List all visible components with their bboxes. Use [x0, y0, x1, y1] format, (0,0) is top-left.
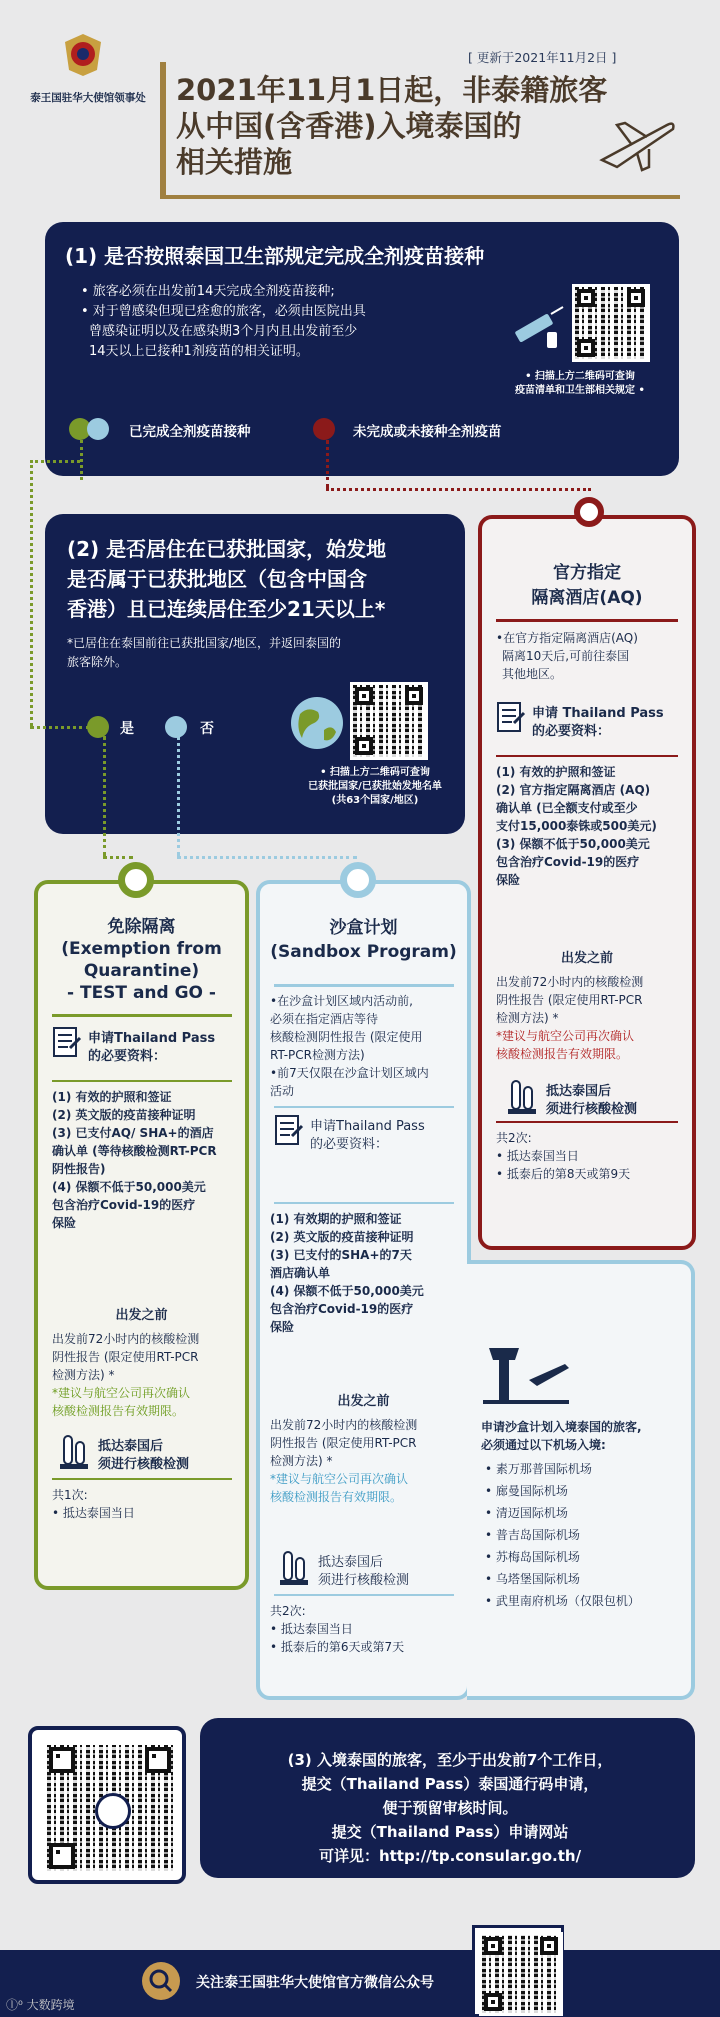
title-line: (Exemption from: [61, 939, 222, 959]
doc-item: (3) 已支付的SHA+的7天: [270, 1248, 412, 1262]
title-line: 官方指定: [553, 563, 621, 583]
section2-qr-note: [285, 766, 465, 808]
thailand-pass-qr-code: [44, 1742, 176, 1874]
test-time: • 抵泰后的第6天或第7天: [270, 1640, 405, 1654]
sandbox-times: [270, 1602, 466, 1656]
before-line: 出发前72小时内的核酸检测: [496, 975, 644, 989]
title-line-1: 2021年11月1日起，非泰籍旅客: [176, 73, 608, 107]
sandbox-title: [260, 916, 467, 964]
vaccine-qr-code: [572, 284, 650, 362]
doc-item: 酒店确认单: [270, 1266, 331, 1280]
connector-no-down-h: [177, 856, 357, 859]
test-tube-icon: [278, 1550, 310, 1586]
airports-panel: [467, 1260, 695, 1700]
thailand-pass-qr-frame: [28, 1726, 186, 1884]
test-label-line: 须进行核酸检测: [546, 1102, 638, 1117]
exempt-before-title: 出发之前: [115, 1308, 168, 1323]
test-time: • 抵达泰国当日: [496, 1149, 579, 1163]
qr-note-line: 已获批国家/已获批始发地名单: [308, 781, 442, 792]
exempt-docs-title: [88, 1030, 215, 1066]
document-icon: [52, 1026, 82, 1060]
aq-card: [478, 515, 696, 1250]
title-line: 免除隔离: [107, 917, 176, 937]
doc-item: (4) 保额不低于50,000美元: [52, 1180, 206, 1194]
sandbox-test-divider: [274, 1594, 454, 1596]
docs-title-line: 申请 Thailand Pass: [532, 706, 664, 721]
exempt-before: [52, 1330, 247, 1420]
docs-title-line: 的必要资料：: [532, 724, 611, 739]
exempt-green-marker: [118, 862, 154, 898]
doc-item: (3) 保额不低于50,000美元: [496, 837, 650, 851]
sandbox-before-title: 出发之前: [337, 1394, 390, 1409]
doc-item: 阴性报告): [52, 1162, 106, 1176]
section3-card: [200, 1718, 695, 1878]
airport-item: • 苏梅岛国际机场: [485, 1550, 580, 1564]
doc-item: (4) 保额不低于50,000美元: [270, 1284, 424, 1298]
test-tube-icon: [58, 1434, 90, 1470]
thailand-pass-url[interactable]: 可详见：http://tp.consular.go.th/: [318, 1847, 582, 1865]
embassy-name: 泰王国驻华大使馆领事处: [30, 92, 146, 104]
section2-card: [45, 514, 465, 834]
section3-line: (3) 入境泰国的旅客，至少于出发前7个工作日，: [287, 1751, 613, 1769]
bullet-line: • 对于曾感染但现已痊愈的旅客，必须由医院出具: [81, 304, 366, 319]
doc-item: (1) 有效的护照和签证: [496, 765, 616, 779]
test-label-line: 须进行核酸检测: [98, 1457, 190, 1472]
connector-green: [80, 440, 83, 480]
connector-red: [326, 440, 329, 488]
aq-intro: [496, 629, 686, 683]
doc-item: 包含治疗Covid-19的医疗: [270, 1302, 414, 1316]
intro-line: 活动: [270, 1084, 295, 1098]
before-line: 出发前72小时内的核酸检测: [52, 1332, 200, 1346]
qr-note-line: • 扫描上方二维码可查询: [525, 371, 635, 382]
title-line: 沙盒计划: [329, 918, 398, 938]
aq-times: [496, 1129, 691, 1183]
airport-tower-icon: [481, 1338, 571, 1408]
aq-docs-divider: [496, 755, 678, 757]
before-line: 阴性报告 (限定使用RT-PCR: [270, 1436, 417, 1450]
doc-item: 保险: [52, 1216, 77, 1230]
before-line: 检测方法) *: [496, 1011, 559, 1025]
embassy-emblem-icon: [63, 32, 103, 78]
search-icon[interactable]: [142, 1962, 180, 2000]
sandbox-blue-marker: [340, 862, 376, 898]
doc-item: 包含治疗Covid-19的医疗: [496, 855, 640, 869]
intro-line: •在沙盒计划区域内活动前,: [270, 994, 413, 1008]
title-line: - TEST and GO -: [67, 983, 216, 1003]
sandbox-test-label: [318, 1554, 409, 1590]
warning-line: *建议与航空公司再次确认: [52, 1386, 191, 1400]
doc-item: (1) 有效期的护照和签证: [270, 1212, 402, 1226]
airport-name: 乌塔堡国际机场: [495, 1572, 580, 1586]
intro-line: 其他地区。: [502, 667, 563, 681]
before-line: 检测方法) *: [270, 1454, 333, 1468]
airport-name: 清迈国际机场: [495, 1506, 568, 1520]
connector-yes-down: [103, 736, 106, 856]
sandbox-docs-divider: [274, 1202, 454, 1204]
intro-line: RT-PCR检测方法): [270, 1048, 365, 1062]
watermark: [6, 1996, 75, 2013]
airport-item: • 廊曼国际机场: [485, 1484, 568, 1498]
qr-note-line: • 扫描上方二维码可查询: [320, 767, 430, 778]
title-line-2: 从中国(含香港)入境泰国的: [176, 109, 522, 143]
test-label-line: 抵达泰国后: [546, 1084, 612, 1099]
title-line: 香港）且已连续居住至少21天以上*: [67, 597, 386, 621]
section1-qr-note: [495, 370, 665, 398]
doc-item: 包含治疗Covid-19的医疗: [52, 1198, 196, 1212]
doc-item: (3) 已支付AQ/ SHA+的酒店: [52, 1126, 214, 1140]
title-line: Quarantine): [83, 961, 200, 981]
test-count: 共2次:: [270, 1604, 306, 1618]
title-line: (Sandbox Program): [270, 942, 457, 962]
doc-item: 支付15,000泰铢或500美元): [496, 819, 657, 833]
document-icon: [274, 1114, 304, 1148]
airport-name: 普吉岛国际机场: [495, 1528, 580, 1542]
sandbox-title-underline: [274, 984, 454, 987]
option-no-red-dot: [313, 418, 335, 440]
note-line: 旅客除外。: [67, 655, 128, 669]
docs-title-line: 的必要资料：: [310, 1137, 389, 1152]
title-line-3: 相关措施: [176, 145, 293, 179]
intro-line: 必须在指定酒店等待: [270, 1012, 379, 1026]
before-line: 阴性报告 (限定使用RT-PCR: [496, 993, 643, 1007]
intro-line: 核酸检测阴性报告 (限定使用: [270, 1030, 423, 1044]
aq-before-title: 出发之前: [560, 951, 613, 966]
docs-title-line: 的必要资料：: [88, 1049, 167, 1064]
footer-bar: [0, 1950, 720, 2017]
section3-line: 便于预留审核时间。: [382, 1799, 518, 1817]
section1-title: (1) 是否按照泰国卫生部规定完成全剂疫苗接种: [65, 244, 485, 268]
wechat-follow-text: 关注泰王国驻华大使馆官方微信公众号: [196, 1975, 434, 1991]
warning-line: 核酸检测报告有效期限。: [496, 1047, 629, 1061]
test-time: • 抵达泰国当日: [270, 1622, 353, 1636]
airport-item: • 素万那普国际机场: [485, 1462, 592, 1476]
syringe-icon: [507, 302, 567, 352]
aq-test-label: [546, 1083, 637, 1119]
docs-title-line: 申请Thailand Pass: [88, 1031, 216, 1046]
exempt-test-divider: [52, 1478, 232, 1480]
doc-item: 保险: [270, 1320, 295, 1334]
bullet-line: 曾感染证明以及在感染期3个月内且出发前至少: [89, 324, 358, 339]
airport-item: • 乌塔堡国际机场: [485, 1572, 580, 1586]
intro-line: •在官方指定隔离酒店(AQ): [496, 631, 638, 645]
connector-no-down: [177, 736, 180, 856]
test-tube-icon: [506, 1079, 538, 1115]
airport-item: • 武里南府机场（仅限包机）: [485, 1594, 640, 1608]
airport-list: [485, 1460, 695, 1610]
airport-item: • 清迈国际机场: [485, 1506, 568, 1520]
bullet-line: 14天以上已接种1剂疫苗的相关证明。: [89, 344, 309, 359]
aq-docs: [496, 763, 686, 889]
test-count: 共2次:: [496, 1131, 532, 1145]
title-line: 隔离酒店(AQ): [531, 588, 643, 608]
airport-name: 廊曼国际机场: [495, 1484, 568, 1498]
section1-card: [45, 222, 679, 476]
doc-item: (2) 英文版的疫苗接种证明: [52, 1108, 196, 1122]
option-no-label: 未完成或未接种全剂疫苗: [353, 424, 502, 440]
globe-icon: [288, 694, 346, 752]
doc-item: 确认单 (等待核酸检测RT-PCR: [52, 1144, 217, 1158]
exempt-test-label: [98, 1438, 189, 1474]
connector-yes: [30, 726, 90, 729]
updated-date: [ 更新于2021年11月2日 ]: [468, 50, 617, 65]
test-count: 共1次:: [52, 1488, 88, 1502]
warning-line: 核酸检测报告有效期限。: [52, 1404, 185, 1418]
header: [0, 0, 720, 210]
title-line: (2) 是否居住在已获批国家，始发地: [67, 537, 387, 561]
section2-title: [67, 534, 386, 624]
note-line: *已居住在泰国前往已获批国家/地区，并返回泰国的: [67, 636, 342, 650]
section3-line: 提交（Thailand Pass）申请网站: [331, 1823, 569, 1841]
section3-line: 提交（Thailand Pass）泰国通行码申请，: [301, 1775, 599, 1793]
exempt-times: [52, 1486, 242, 1522]
aq-title-underline: [496, 619, 678, 622]
test-time: • 抵达泰国当日: [52, 1506, 135, 1520]
section3-text: [220, 1748, 680, 1868]
yes-label: 是: [120, 721, 134, 737]
before-line: 出发前72小时内的核酸检测: [270, 1418, 418, 1432]
thai-emblem-icon: [95, 1793, 131, 1829]
option-yes-label: 已完成全剂疫苗接种: [129, 424, 251, 440]
approved-countries-qr-code: [350, 682, 428, 760]
test-time: • 抵泰后的第8天或第9天: [496, 1167, 631, 1181]
docs-title-line: 申请Thailand Pass: [310, 1119, 425, 1134]
test-label-line: 抵达泰国后: [98, 1439, 164, 1454]
aq-test-divider: [496, 1121, 678, 1123]
intro-line: 隔离10天后,可前往泰国: [502, 649, 630, 663]
sandbox-intro-divider: [274, 1106, 454, 1108]
watermark-icon: ⓛ⁰: [6, 1998, 27, 2012]
watermark-text: 大数跨境: [26, 1998, 75, 2012]
aq-docs-title: [532, 705, 664, 741]
connector-red-h: [326, 488, 591, 491]
test-label-line: 抵达泰国后: [318, 1555, 384, 1570]
before-line: 阴性报告 (限定使用RT-PCR: [52, 1350, 199, 1364]
airports-intro-line: 必须通过以下机场入境:: [481, 1438, 606, 1452]
airport-item: • 普吉岛国际机场: [485, 1528, 580, 1542]
doc-item: (2) 英文版的疫苗接种证明: [270, 1230, 414, 1244]
exempt-docs-divider: [52, 1080, 232, 1082]
title-bracket: [160, 62, 166, 197]
doc-item: 保险: [496, 873, 521, 887]
test-label-line: 须进行核酸检测: [318, 1573, 410, 1588]
intro-line: •前7天仅限在沙盒计划区域内: [270, 1066, 429, 1080]
warning-line: 核酸检测报告有效期限。: [270, 1490, 403, 1504]
airports-intro: [481, 1418, 691, 1454]
airport-name: 武里南府机场（仅限包机）: [495, 1594, 640, 1608]
document-icon: [496, 701, 526, 735]
exempt-title: [38, 916, 245, 1004]
connector-yes-v: [30, 460, 33, 726]
page-title: [176, 72, 646, 180]
sandbox-intro: [270, 992, 466, 1100]
qr-note-line: (共63个国家/地区): [331, 795, 419, 806]
title-bracket-bottom: [160, 195, 680, 199]
no-label: 否: [200, 721, 214, 737]
warning-line: *建议与航空公司再次确认: [270, 1472, 409, 1486]
airports-intro-line: 申请沙盒计划入境泰国的旅客,: [481, 1420, 642, 1434]
bullet-line: • 旅客必须在出发前14天完成全剂疫苗接种;: [81, 284, 335, 299]
warning-line: *建议与航空公司再次确认: [496, 1029, 635, 1043]
connector-yes-top: [30, 460, 80, 463]
no-blue-dot: [165, 716, 187, 738]
connector-yes-down-h: [103, 856, 133, 859]
section2-note: [67, 634, 341, 672]
option-yes-blue-dot: [87, 418, 109, 440]
airport-name: 素万那普国际机场: [495, 1462, 592, 1476]
exempt-docs: [52, 1088, 242, 1232]
sandbox-before: [270, 1416, 466, 1506]
wechat-qr-frame: [472, 1925, 564, 2017]
sandbox-docs: [270, 1210, 466, 1336]
sandbox-card: [256, 880, 471, 1700]
title-line: 是否属于已获批地区（包含中国含: [67, 567, 367, 591]
section1-bullets: [81, 282, 366, 362]
doc-item: (1) 有效的护照和签证: [52, 1090, 172, 1104]
aq-title: [482, 561, 692, 611]
before-line: 检测方法) *: [52, 1368, 115, 1382]
airport-name: 苏梅岛国际机场: [495, 1550, 580, 1564]
doc-item: (2) 官方指定隔离酒店 (AQ): [496, 783, 651, 797]
aq-before: [496, 973, 691, 1063]
qr-note-line: 疫苗清单和卫生部相关规定 •: [515, 385, 645, 396]
aq-red-marker: [574, 497, 604, 527]
exempt-title-underline: [52, 1014, 232, 1017]
doc-item: 确认单 (已全额支付或至少: [496, 801, 638, 815]
exempt-card: [34, 880, 249, 1590]
yes-green-dot: [87, 716, 109, 738]
airplane-icon: [597, 115, 677, 175]
wechat-qr-code: [479, 1932, 563, 2016]
sandbox-docs-title: [310, 1118, 425, 1154]
